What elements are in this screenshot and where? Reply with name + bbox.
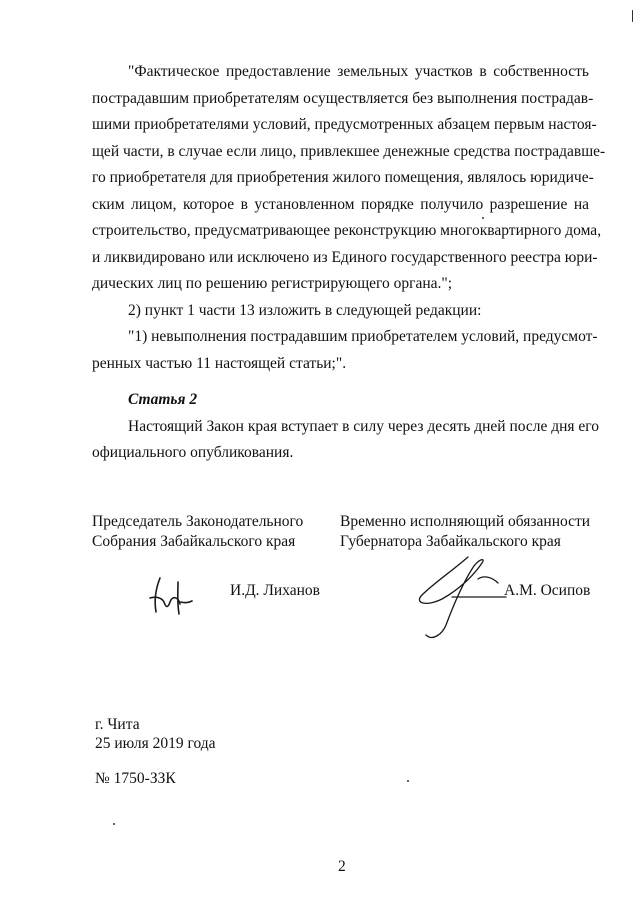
text-line: ренных частью 11 настоящей статьи;".: [92, 354, 347, 372]
text-line: и ликвидировано или исключено из Единого государственного реестра юри-: [92, 248, 598, 266]
signatory-right-title: [340, 512, 590, 552]
signatory-left-title: [92, 512, 303, 552]
signatory-title-line: Временно исполняющий обязанности: [340, 513, 591, 530]
text-line: строительство, предусматривающее реконструкцию многоквартирного дома,: [92, 222, 602, 239]
scan-speck: [113, 823, 115, 825]
paragraph-entry-into-force: [92, 414, 600, 467]
text-line: Настоящий Закон края вступает в силу через десять дней после дня его: [128, 417, 600, 435]
article-heading: Статья 2: [128, 391, 198, 408]
signatory-left-name: И.Д. Лиханов: [230, 582, 320, 599]
paragraph-item-1-quote: [92, 324, 598, 377]
text-line: щей части, в случае если лицо, привлекшее денежные средства пострадавше-: [92, 142, 606, 160]
signatory-title-line: Собрания Забайкальского края: [92, 533, 296, 550]
scan-speck: [407, 780, 409, 782]
text-line: пострадавшим приобретателям осуществляется без выполнения пострадав-: [92, 89, 594, 107]
city: г. Чита: [95, 716, 140, 733]
text-line: "Фактическое предоставление земельных участков в собственность: [128, 63, 589, 80]
page-number: 2: [338, 858, 346, 875]
document-body: [92, 59, 606, 467]
text-line: официального опубликования.: [92, 444, 294, 461]
document-number: № 1750-ЗЗК: [95, 770, 176, 787]
scan-mark: [632, 10, 633, 22]
signatory-right-name: А.М. Осипов: [504, 582, 591, 599]
text-line: шими приобретателями условий, предусмотренных абзацем первым настоя-: [92, 116, 597, 133]
paragraph-item-2: [92, 298, 589, 325]
text-line: 2) пункт 1 части 13 изложить в следующей редакции:: [128, 301, 482, 319]
paragraph-land-provision: [92, 59, 606, 298]
text-line: "1) невыполнения пострадавшим приобретателем условий, предусмот-: [128, 328, 598, 345]
signatory-title-line: Губернатора Забайкальского края: [340, 533, 561, 550]
document-date: 25 июля 2019 года: [95, 735, 216, 752]
handwritten-signature-right: [412, 553, 512, 645]
text-line: го приобретателя для приобретения жилого помещения, являлось юридиче-: [92, 169, 594, 186]
scan-speck: [482, 217, 484, 219]
text-line: дических лиц по решению регистрирующего органа.";: [92, 275, 453, 292]
handwritten-signature-left: [148, 574, 194, 620]
signatory-title-line: Председатель Законодательного: [92, 513, 304, 530]
text-line: ским лицом, которое в установленном порядке получило разрешение на: [92, 195, 589, 213]
